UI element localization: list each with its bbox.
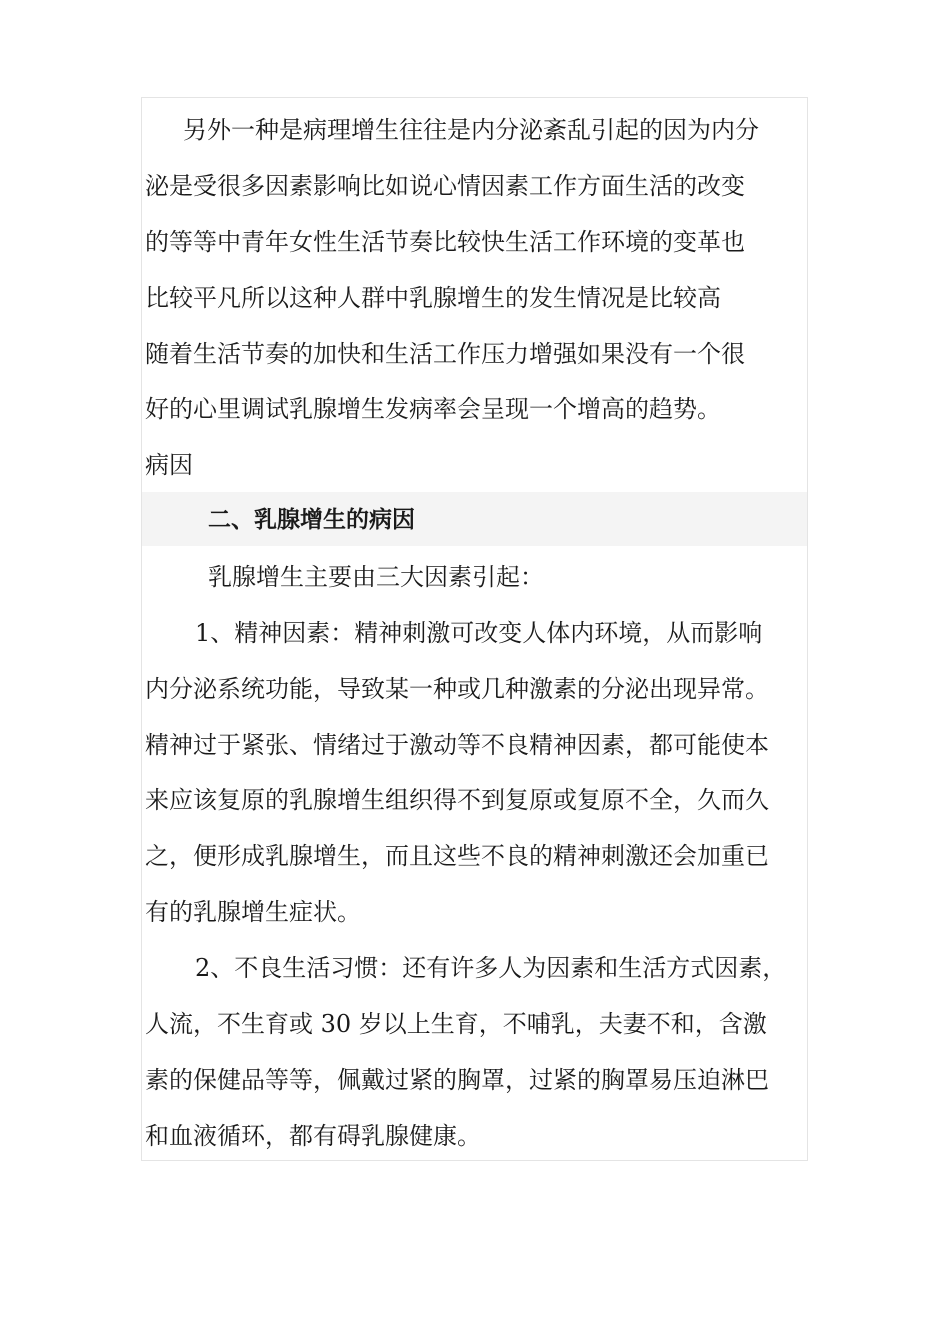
intro-text: 乳腺增生主要由三大因素引起： (208, 563, 544, 591)
text-line: 有的乳腺增生症状。 (145, 898, 361, 926)
text-line: 比较平凡所以这种人群中乳腺增生的发生情况是比较高 (145, 284, 721, 312)
text-line: 素的保健品等等，佩戴过紧的胸罩，过紧的胸罩易压迫淋巴 (145, 1066, 769, 1094)
section-label: 病因 (145, 451, 193, 479)
text-line: 好的心里调试乳腺增生发病率会呈现一个增高的趋势。 (145, 395, 721, 423)
text-line: 人流，不生育或 30 岁以上生育，不哺乳，夫妻不和，含激 (145, 1010, 767, 1038)
text-line: 另外一种是病理增生往往是内分泌紊乱引起的因为内分 (183, 116, 759, 144)
text-line: 2、不良生活习惯：还有许多人为因素和生活方式因素， (195, 954, 787, 982)
text-line: 的等等中青年女性生活节奏比较快生活工作环境的变革也 (145, 228, 745, 256)
text-line: 之，便形成乳腺增生，而且这些不良的精神刺激还会加重已 (145, 842, 769, 870)
text-line: 来应该复原的乳腺增生组织得不到复原或复原不全，久而久 (145, 786, 769, 814)
text-line: 随着生活节奏的加快和生活工作压力增强如果没有一个很 (145, 340, 745, 368)
text-line: 泌是受很多因素影响比如说心情因素工作方面生活的改变 (145, 172, 745, 200)
text-line: 1、精神因素：精神刺激可改变人体内环境，从而影响 (195, 619, 763, 647)
section-heading: 二、乳腺增生的病因 (208, 507, 415, 533)
text-line: 精神过于紧张、情绪过于激动等不良精神因素，都可能使本 (145, 731, 769, 759)
text-line: 内分泌系统功能，导致某一种或几种激素的分泌出现异常。 (145, 675, 769, 703)
text-line: 和血液循环，都有碍乳腺健康。 (145, 1122, 481, 1150)
